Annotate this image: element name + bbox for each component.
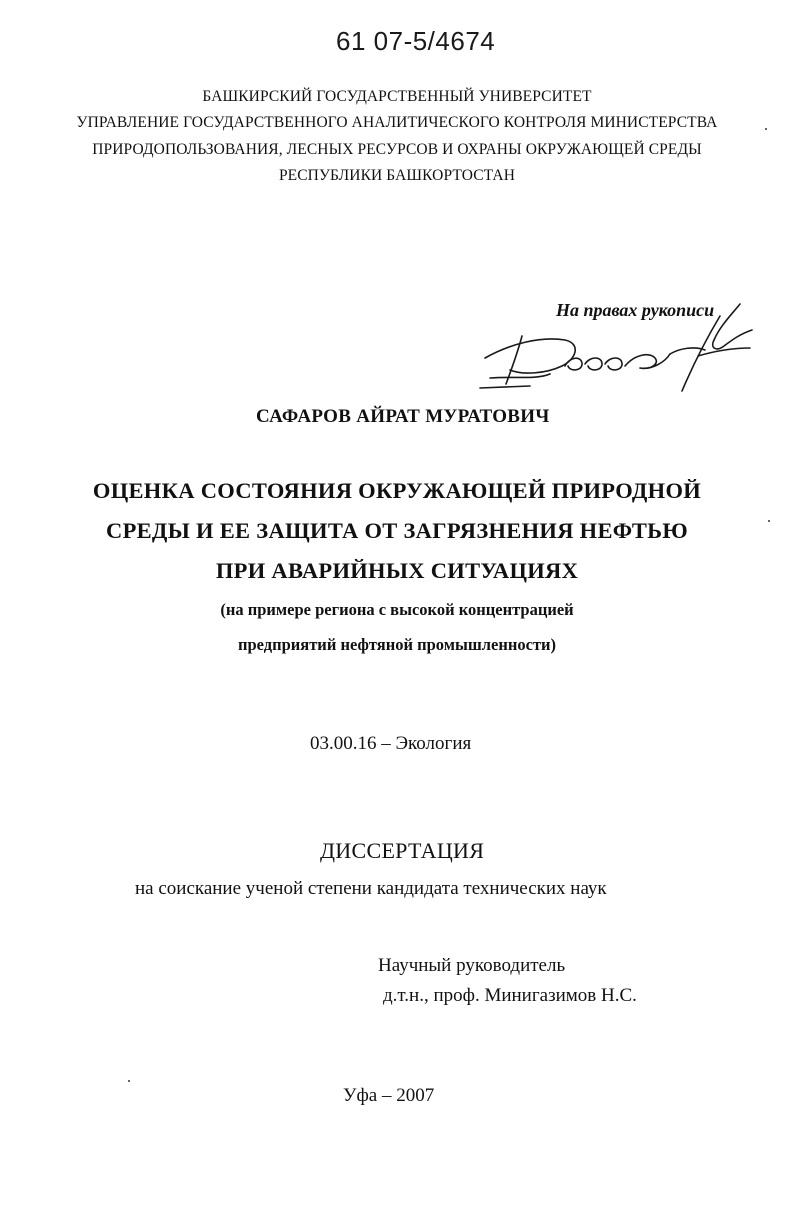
organization-line-3: ПРИРОДОПОЛЬЗОВАНИЯ, ЛЕСНЫХ РЕСУРСОВ И ОХРАНЫ ОКРУЖАЮЩЕЙ СРЕДЫ: [92, 141, 702, 158]
city-year: Уфа – 2007: [343, 1085, 435, 1106]
advisor-name: д.т.н., проф. Минигазимов Н.С.: [383, 985, 637, 1006]
specialty-code: 03.00.16 – Экология: [310, 733, 472, 754]
title-line-1: ОЦЕНКА СОСТОЯНИЯ ОКРУЖАЮЩЕЙ ПРИРОДНОЙ: [92, 478, 702, 503]
organization-line-4: РЕСПУБЛИКИ БАШКОРТОСТАН: [278, 167, 516, 184]
handwritten-signature: [470, 296, 760, 406]
subtitle-line-1: (на примере региона с высокой концентрацией: [220, 600, 574, 619]
document-number: 61 07-5/4674: [336, 26, 496, 56]
degree-statement: на соискание ученой степени кандидата технических наук: [135, 878, 607, 899]
organization-line-2: УПРАВЛЕНИЕ ГОСУДАРСТВЕННОГО АНАЛИТИЧЕСКОГО КОНТРОЛЯ МИНИСТЕРСТВА: [76, 114, 718, 131]
scan-speck: [768, 520, 770, 522]
title-line-2: СРЕДЫ И ЕЕ ЗАЩИТА ОТ ЗАГРЯЗНЕНИЯ НЕФТЬЮ: [106, 518, 688, 543]
scan-speck: [128, 1080, 130, 1082]
rights-note: На правах рукописи: [556, 300, 715, 320]
author-name: САФАРОВ АЙРАТ МУРАТОВИЧ: [256, 406, 550, 427]
scan-speck: [765, 128, 767, 130]
advisor-label: Научный руководитель: [378, 955, 566, 976]
subtitle-line-2: предприятий нефтяной промышленности): [237, 635, 557, 654]
organization-line-1: БАШКИРСКИЙ ГОСУДАРСТВЕННЫЙ УНИВЕРСИТЕТ: [202, 88, 592, 105]
title-line-3: ПРИ АВАРИЙНЫХ СИТУАЦИЯХ: [215, 558, 579, 583]
document-type: ДИССЕРТАЦИЯ: [320, 838, 485, 863]
